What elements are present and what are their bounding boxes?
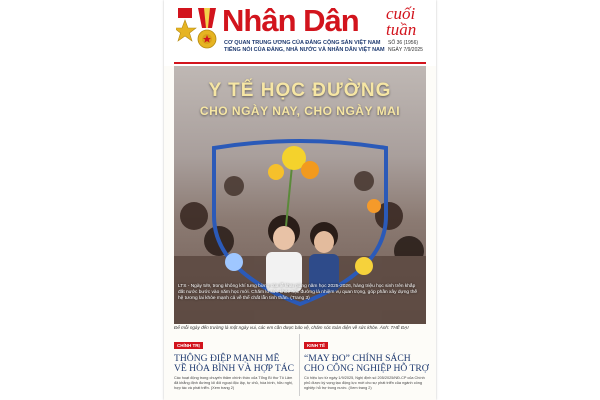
cover-photo bbox=[174, 66, 426, 324]
medal-icon bbox=[176, 6, 220, 64]
newspaper-page bbox=[164, 0, 436, 400]
story-label: CHÍNH TRỊ bbox=[174, 342, 203, 349]
story-title: “MAY ĐO” CHÍNH SÁCH CHO CÔNG NGHIỆP HỖ TRỢ bbox=[304, 353, 429, 374]
story-title: THÔNG ĐIỆP MẠNH MẼ VỀ HÒA BÌNH VÀ HỢP TÁC bbox=[174, 353, 295, 374]
issue-info: SỐ 36 (1956) NGÀY 7/9/2025 bbox=[388, 40, 423, 53]
story-politics[interactable] bbox=[174, 334, 296, 391]
weekend-edition-label: cuối tuần bbox=[386, 4, 417, 39]
cover-lead: LTS - Ngày 5/9, trong không khí tưng bừng của lễ khai giảng năm học 2025-2026, hàng triệu học sinh trên khắp đất nước bước vào năm học mới. Chăm lo sức khỏe học đường là nhiệm vụ quan trọng, góp phần xây dựng thế hệ tương lai khỏe mạnh cả về thể chất lẫn tinh thần. (Trang 3) bbox=[178, 284, 418, 301]
cover-subheadline: CHO NGÀY NAY, CHO NGÀY MAI bbox=[199, 104, 401, 118]
tagline: CƠ QUAN TRUNG ƯƠNG CỦA ĐẢNG CỘNG SẢN VIỆT NAM TIẾNG NÓI CỦA ĐẢNG, NHÀ NƯỚC VÀ NHÂN DÂN VIỆT NAM bbox=[224, 40, 385, 53]
story-label: KINH TẾ bbox=[304, 342, 328, 349]
story-body: Các hoạt động trong chuyến thăm chính thức của Tổng Bí thư Tô Lâm đã khẳng định đường lối đối ngoại độc lập, tự chủ, hòa bình, hữu nghị, hợp tác và phát triển. (Xem trang 2) bbox=[174, 376, 293, 390]
masthead-divider bbox=[174, 62, 426, 64]
masthead bbox=[164, 0, 436, 66]
brand-logo: Nhân Dân bbox=[222, 3, 359, 38]
photo-caption: Để mỗi ngày đến trường là một ngày vui, các em cần được bảo vệ, chăm sóc toàn diện về sức khỏe. Ảnh: THẾ ĐẠI bbox=[174, 325, 409, 330]
cover-headline: Y TẾ HỌC ĐƯỜNG bbox=[208, 80, 392, 101]
story-economy[interactable] bbox=[304, 334, 429, 391]
story-body: Có hiệu lực từ ngày 1/9/2025, Nghị định số 205/2025/NĐ-CP của Chính phủ được kỳ vọng tạo động lực mới cho sự phát triển của ngành công nghiệp hỗ trợ trong nước. (Xem trang 2) bbox=[304, 376, 425, 390]
column-divider bbox=[299, 334, 300, 396]
